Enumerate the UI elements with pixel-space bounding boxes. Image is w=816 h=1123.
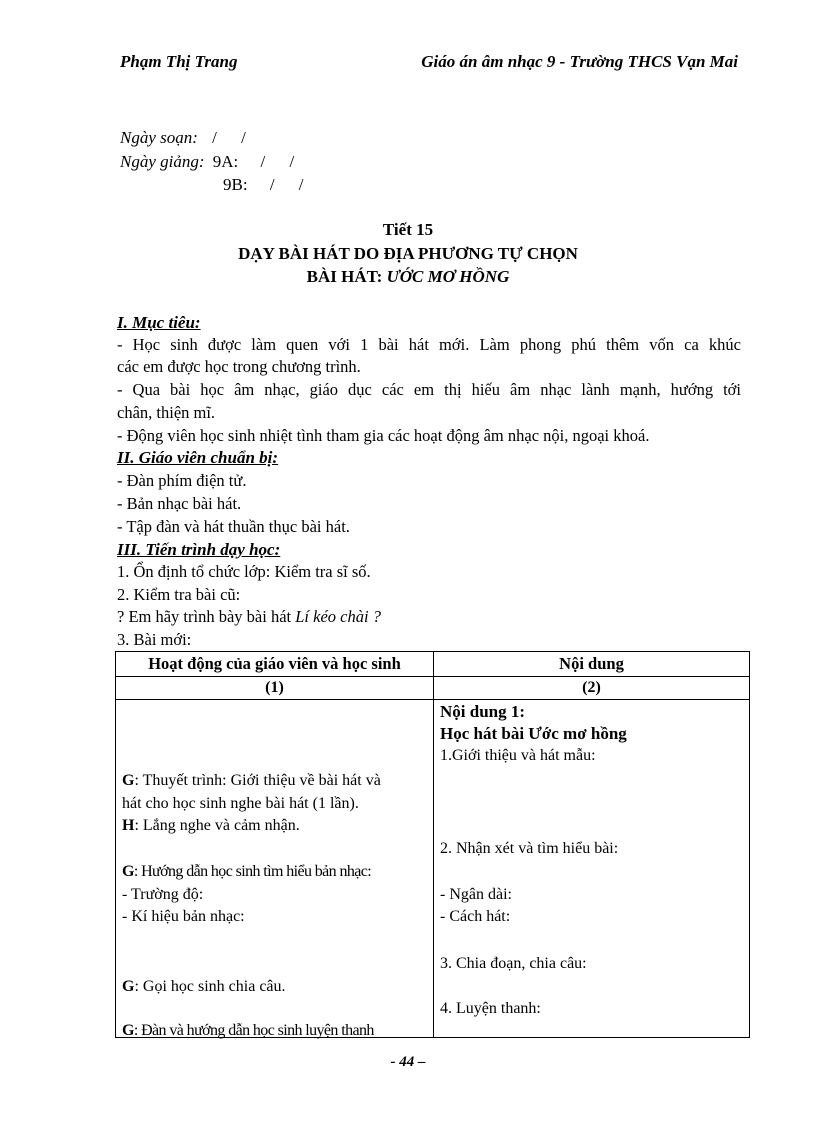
col-activities-number: (1) [116,677,434,700]
author-name: Phạm Thị Trang [120,52,238,71]
content-line: - Cách hát: [440,908,511,925]
activity-line: H: Lắng nghe và cảm nhận. [122,817,300,834]
activity-line: - Trường độ: [122,886,204,903]
content-line: Học hát bài Ước mơ hồng [440,724,627,743]
lesson-number: Tiết 15 [382,220,434,239]
teach-date-line [120,151,304,173]
document-title: Giáo án âm nhạc 9 - Trường THCS Vạn Mai [421,52,738,71]
song-title-prefix: BÀI HÁT: [306,267,387,286]
objective-line-1: - Học sinh được làm quen với 1 bài hát mới. Làm phong phú thêm vốn ca khúc [117,335,741,354]
activity-line: hát cho học sinh nghe bài hát (1 lần). [122,795,359,812]
section-3-heading: III. Tiến trình dạy học: [117,540,281,559]
content-line: 3. Chia đoạn, chia câu: [440,955,587,972]
teach-date-label: Ngày giảng: [120,152,205,171]
table-row [116,700,750,1038]
song-title [0,267,816,287]
activity-line: G: Hướng dẫn học sinh tìm hiểu bản nhạc: [122,863,372,880]
lesson-title: DẠY BÀI HÁT DO ĐỊA PHƯƠNG TỰ CHỌN [238,244,578,263]
prep-date-line [120,127,256,149]
prep-item-1: - Đàn phím điện tử. [117,471,247,490]
review-question [117,606,741,628]
content-line: - Ngân dài: [440,886,512,903]
prep-date-label: Ngày soạn: [120,128,198,147]
table-header-row [116,652,750,677]
activity-line: G: Đàn và hướng dẫn học sinh luyện thanh [122,1022,374,1039]
activity-line: G: Thuyết trình: Giới thiệu về bài hát và [122,772,381,789]
activity-line: - Kí hiệu bản nhạc: [122,908,245,925]
procedure-step-2: 2. Kiểm tra bài cũ: [117,585,241,604]
col-content-header: Nội dung [434,652,750,677]
objective-line-2: các em được học trong chương trình. [117,357,361,376]
content-line: 1.Giới thiệu và hát mẫu: [440,747,596,764]
procedure-step-1: 1. Ổn định tổ chức lớp: Kiểm tra sĩ số. [117,562,371,581]
content-line: Nội dung 1: [440,702,526,721]
col-activities-header: Hoạt động của giáo viên và học sinh [116,652,434,677]
class-9b-label: 9B: [223,175,248,194]
section-2-heading: II. Giáo viên chuẩn bị: [117,448,279,467]
page-number: - 44 – [390,1054,426,1070]
table-number-row [116,677,750,700]
prep-item-3: - Tập đàn và hát thuần thục bài hát. [117,517,350,536]
prep-date-value: / / [212,128,256,147]
class-9b-date: / / [269,175,314,194]
section-1-heading: I. Mục tiêu: [117,313,201,332]
activity-line: G: Gọi học sinh chia câu. [122,978,286,995]
activities-cell [116,700,434,1038]
review-question-song: Lí kéo chài ? [295,607,381,626]
review-question-prefix: ? Em hãy trình bày bài hát [117,607,296,626]
objective-line-4: chân, thiện mĩ. [117,403,216,422]
objective-line-5: - Động viên học sinh nhiệt tình tham gia các hoạt động âm nhạc nội, ngoại khoá. [117,426,650,445]
content-line: 4. Luyện thanh: [440,1000,541,1017]
procedure-step-3: 3. Bài mới: [117,630,192,649]
class-9a-date: / / [260,152,305,171]
class-9a-label: 9A: [212,152,239,171]
song-title-name: ƯỚC MƠ HỒNG [386,267,510,286]
content-cell [434,700,750,1038]
objective-line-3: - Qua bài học âm nhạc, giáo dục các em thị hiếu âm nhạc lành mạnh, hướng tới [117,380,741,399]
col-content-number: (2) [434,677,750,700]
prep-item-2: - Bản nhạc bài hát. [117,494,242,513]
class-9b-line [223,174,314,196]
content-line: 2. Nhận xét và tìm hiểu bài: [440,840,619,857]
lesson-table [115,651,750,1038]
